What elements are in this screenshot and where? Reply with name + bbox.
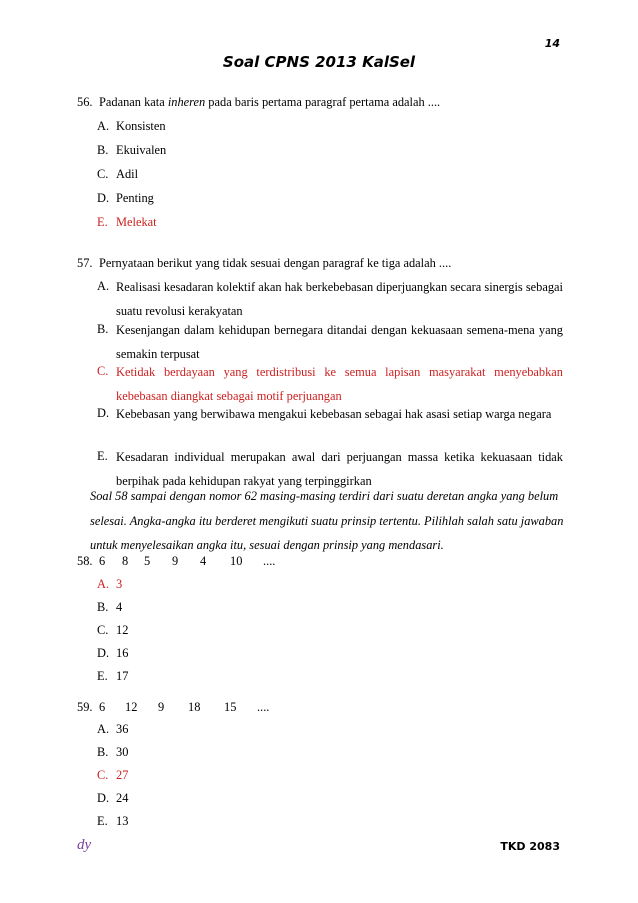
- option-text: 12: [116, 623, 129, 637]
- option-letter: D.: [97, 791, 110, 805]
- option-57-c-answer: [97, 360, 563, 408]
- option-letter: E.: [97, 449, 108, 463]
- sequence-item: 8: [122, 554, 129, 568]
- option-letter: D.: [97, 406, 110, 420]
- sequence-item: 18: [188, 700, 201, 714]
- option-text: Penting: [116, 191, 154, 205]
- question-59: [77, 700, 269, 715]
- option-56-c: [97, 167, 138, 182]
- option-59-c-answer: [97, 768, 128, 783]
- option-59-d: [97, 791, 128, 806]
- option-text: 30: [116, 745, 129, 759]
- option-text: 24: [116, 791, 129, 805]
- question-58: [77, 554, 275, 569]
- option-text: Konsisten: [116, 119, 166, 133]
- sequence-item: 6: [99, 700, 106, 714]
- option-letter: D.: [97, 191, 110, 205]
- option-letter: A.: [97, 279, 110, 293]
- question-57: [77, 256, 451, 271]
- sequence-item: ....: [257, 700, 270, 714]
- option-text: Realisasi kesadaran kolektif akan hak berkebebasan diperjuangkan secara sinergis sebagai suatu revolusi kerakyatan: [116, 280, 563, 318]
- page-title: Soal CPNS 2013 KalSel: [222, 53, 416, 71]
- option-58-d: [97, 646, 128, 661]
- option-text: Ekuivalen: [116, 143, 167, 157]
- option-letter: B.: [97, 143, 109, 157]
- sequence-item: 6: [99, 554, 106, 568]
- option-letter: A.: [97, 577, 110, 591]
- footer-initials: dy: [77, 837, 92, 853]
- question-text: Pernyataan berikut yang tidak sesuai dengan paragraf ke tiga adalah ....: [99, 256, 452, 270]
- option-text: Adil: [116, 167, 139, 181]
- option-57-a: [97, 275, 563, 323]
- sequence-item: 9: [172, 554, 179, 568]
- option-59-a: [97, 722, 128, 737]
- question-number: 58.: [77, 554, 93, 568]
- option-letter: A.: [97, 722, 110, 736]
- question-text-part: Padanan kata: [99, 95, 168, 109]
- option-letter: C.: [97, 768, 109, 782]
- option-text: 4: [116, 600, 123, 614]
- footer-code: TKD 2083: [500, 840, 560, 853]
- option-letter: C.: [97, 364, 109, 378]
- question-number: 57.: [77, 256, 93, 270]
- option-58-a-answer: [97, 577, 122, 592]
- option-letter: B.: [97, 600, 109, 614]
- option-text: Melekat: [116, 215, 157, 229]
- option-text: 36: [116, 722, 129, 736]
- question-number: 59.: [77, 700, 93, 714]
- option-text: 16: [116, 646, 129, 660]
- option-56-d: [97, 191, 154, 206]
- option-57-b: [97, 318, 563, 366]
- option-58-e: [97, 669, 128, 684]
- option-text: Kesenjangan dalam kehidupan bernegara ditandai dengan kekuasaan semena-mena yang semakin terpusat: [116, 323, 563, 361]
- option-56-e-answer: [97, 215, 157, 230]
- option-letter: C.: [97, 167, 109, 181]
- question-text-part: pada baris pertama paragraf pertama adalah ....: [205, 95, 441, 109]
- option-56-b: [97, 143, 166, 158]
- option-59-e: [97, 814, 128, 829]
- option-letter: A.: [97, 119, 110, 133]
- option-text: Kebebasan yang berwibawa mengakui kebebasan sebagai hak asasi setiap warga negara: [116, 407, 552, 421]
- option-text: 13: [116, 814, 129, 828]
- sequence-item: 5: [144, 554, 151, 568]
- option-letter: C.: [97, 623, 109, 637]
- page-number: 14: [544, 37, 560, 50]
- option-letter: B.: [97, 322, 109, 336]
- option-letter: E.: [97, 669, 108, 683]
- sequence-item: 12: [125, 700, 138, 714]
- option-text: 27: [116, 768, 129, 782]
- question-56: [77, 95, 440, 110]
- sequence-item: 4: [200, 554, 207, 568]
- sequence-item: 9: [158, 700, 165, 714]
- sequence-item: 10: [230, 554, 243, 568]
- question-text: [99, 95, 440, 109]
- option-letter: E.: [97, 215, 108, 229]
- option-text: 17: [116, 669, 129, 683]
- option-text: 3: [116, 577, 123, 591]
- option-56-a: [97, 119, 166, 134]
- option-letter: E.: [97, 814, 108, 828]
- option-text: Ketidak berdayaan yang terdistribusi ke semua lapisan masyarakat menyebabkan kebebasan diangkat sebagai motif perjuangan: [116, 365, 563, 403]
- sequence-item: 15: [224, 700, 237, 714]
- instruction-text: Soal 58 sampai dengan nomor 62 masing-masing terdiri dari suatu deretan angka yang belum selesai. Angka-angka itu berderet mengikuti suatu prinsip tertentu. Pilihlah salah satu jawaban untuk menyelesaikan angka itu, sesuai dengan prinsip yang mendasari.: [90, 489, 564, 552]
- option-58-c: [97, 623, 128, 638]
- option-letter: D.: [97, 646, 110, 660]
- option-letter: B.: [97, 745, 109, 759]
- option-57-d: [97, 402, 563, 426]
- question-text-italic: inheren: [167, 95, 206, 109]
- sequence-item: ....: [263, 554, 276, 568]
- question-number: 56.: [77, 95, 93, 109]
- option-text: Kesadaran individual merupakan awal dari perjuangan massa ketika kekuasaan tidak berpihak pada kehidupan rakyat yang terpinggirkan: [116, 450, 563, 488]
- option-58-b: [97, 600, 122, 615]
- option-59-b: [97, 745, 128, 760]
